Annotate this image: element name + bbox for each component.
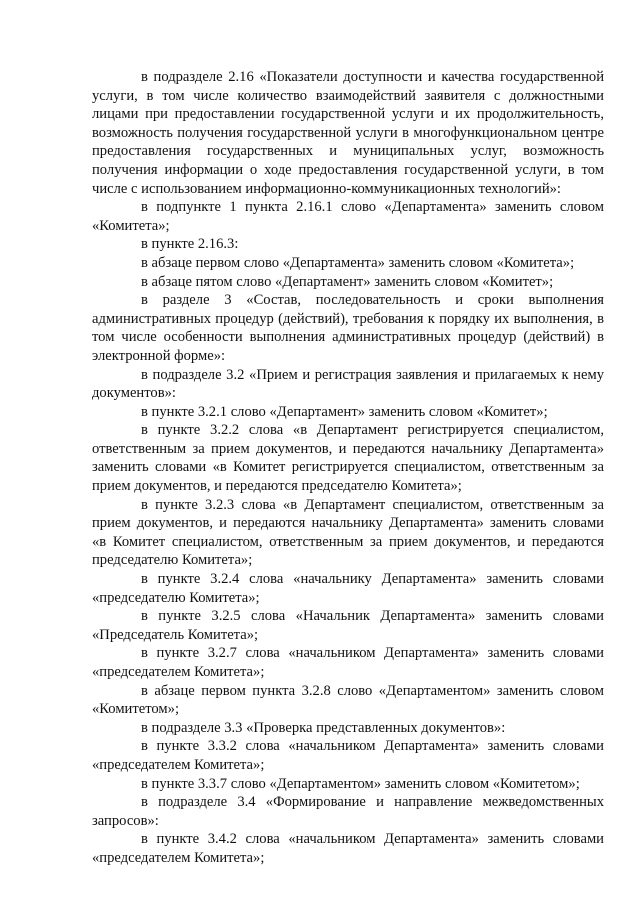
paragraph-first-abzac: в абзаце первом слово «Департамента» заменить словом «Комитета»; bbox=[141, 254, 575, 271]
paragraph-subsection-3-2: в подразделе 3.2 «Прием и регистрация заявления и прилагаемых к нему документов»: bbox=[92, 366, 604, 402]
paragraph-item-3-2-5: в пункте 3.2.5 слова «Начальник Департамента» заменить словами «Председатель Комитета»; bbox=[92, 608, 604, 643]
paragraph-item-3-2-1: в пункте 3.2.1 слово «Департамент» заменить словом «Комитет»; bbox=[141, 403, 548, 420]
paragraph-item-3-2-7: в пункте 3.2.7 слова «начальником Департамента» заменить словами «председателем Комитета»; bbox=[92, 645, 604, 680]
paragraph-item-3-3-7: в пункте 3.3.7 слово «Департаментом» заменить словом «Комитетом»; bbox=[141, 775, 580, 792]
document-page bbox=[92, 68, 604, 868]
paragraph-item-2-16-3: в пункте 2.16.3: bbox=[141, 236, 239, 253]
paragraph-subsection-3-4: в подразделе 3.4 «Формирование и направление межведомственных запросов»: bbox=[92, 794, 604, 829]
paragraph-item-3-4-2: в пункте 3.4.2 слова «начальником Департамента» заменить словами «председателем Комитета»; bbox=[92, 831, 604, 866]
paragraph-item-3-3-2: в пункте 3.3.2 слова «начальником Департамента» заменить словами «председателем Комитета»; bbox=[92, 738, 604, 773]
paragraph-item-3-2-8: в абзаце первом пункта 3.2.8 слово «Департаментом» заменить словом «Комитетом»; bbox=[92, 682, 604, 718]
paragraph-fifth-abzac: в абзаце пятом слово «Департамент» заменить словом «Комитет»; bbox=[141, 273, 554, 290]
paragraph-item-3-2-2: в пункте 3.2.2 слова «в Департамент регистрируется специалистом, ответственным за прием документов, и передаются начальнику Департамента» заменить словами «в Комитет регистрируется специалистом, ответственным за прием документов, и передаются председателю Комитета»; bbox=[92, 422, 604, 495]
paragraph-subsection-2-16: в подразделе 2.16 «Показатели доступности и качества государственной услуги, в том числе количество взаимодействий заявителя с должностными лицами при предоставлении государственной услуги и их продолжительность, возможность получения государственной услуги в многофункциональном центре предоставления государственных и муниципальных услуг, возможность получения информации о ходе предоставления государственной услуги, в том числе с использованием информационно-коммуникационных технологий»: bbox=[92, 69, 604, 197]
paragraph-section-3: в разделе 3 «Состав, последовательность и сроки выполнения административных процедур (действий), требования к порядку их выполнения, в том числе особенности выполнения административных процедур (действий) в электронной форме»: bbox=[92, 292, 604, 364]
paragraph-subitem-2-16-1: в подпункте 1 пункта 2.16.1 слово «Департамента» заменить словом «Комитета»; bbox=[92, 199, 604, 234]
paragraph-subsection-3-3: в подразделе 3.3 «Проверка представленных документов»: bbox=[141, 719, 506, 736]
paragraph-item-3-2-3: в пункте 3.2.3 слова «в Департамент специалистом, ответственным за прием документов, и передаются начальнику Департамента» заменить словами «в Комитет специалистом, ответственным за прием документов, и передаются председателю Комитета»; bbox=[92, 496, 604, 569]
paragraph-item-3-2-4: в пункте 3.2.4 слова «начальнику Департамента» заменить словами «председателю Комитета»; bbox=[92, 571, 604, 606]
